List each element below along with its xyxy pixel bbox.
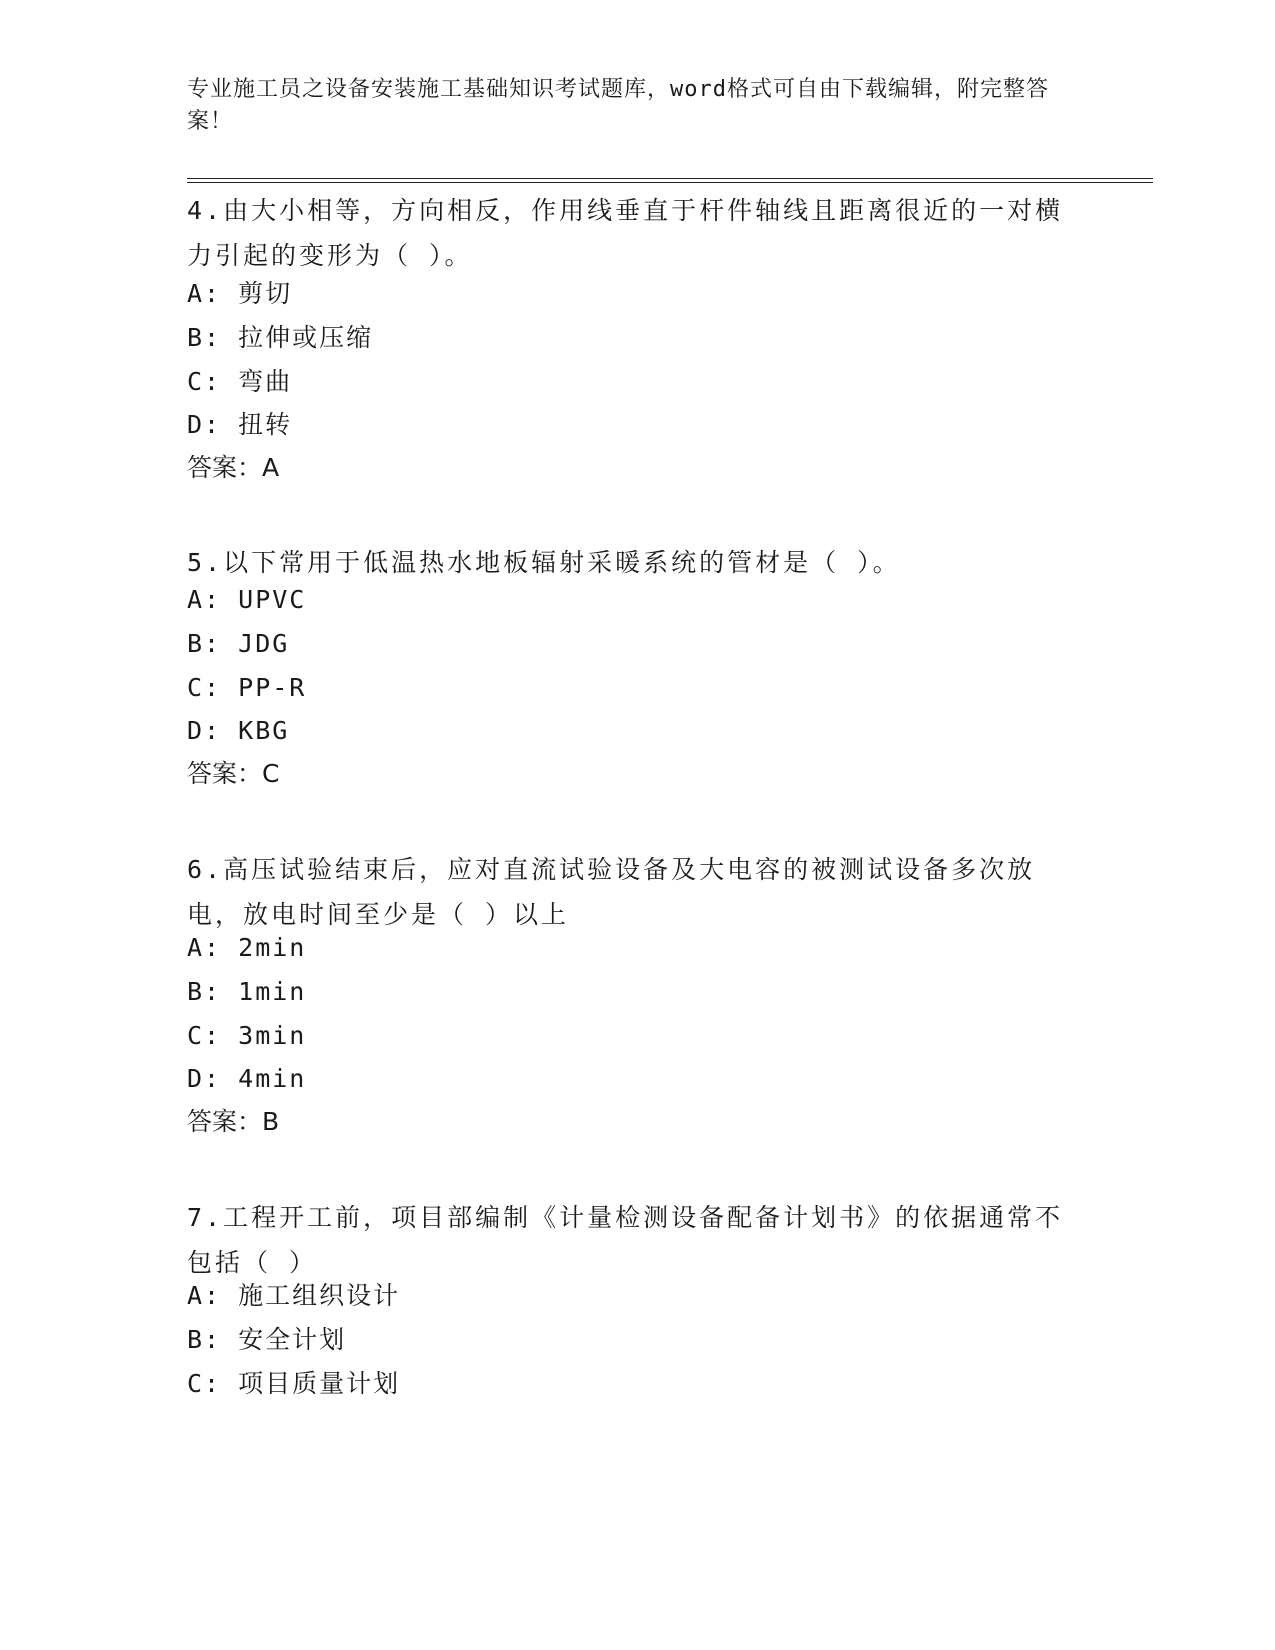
question-5-option-c: C: PP-R <box>187 673 307 702</box>
question-4-option-a: A: 剪切 <box>187 279 293 308</box>
question-6-option-b: B: 1min <box>187 977 307 1006</box>
document-header: 专业施工员之设备安装施工基础知识考试题库，word格式可自由下载编辑，附完整答案！ <box>187 77 1049 134</box>
header-double-rule <box>187 178 1153 183</box>
question-4-option-d: D: 扭转 <box>187 410 293 439</box>
question-5-option-d: D: KBG <box>187 716 290 745</box>
question-4-answer: 答案：A <box>187 453 280 482</box>
question-7-text: 7.工程开工前，项目部编制《计量检测设备配备计划书》的依据通常不包括（ ） <box>187 1203 1064 1277</box>
question-5-option-a: A: UPVC <box>187 585 307 614</box>
question-6-option-a: A: 2min <box>187 933 307 962</box>
question-4-option-c: C: 弯曲 <box>187 367 293 396</box>
question-5-answer: 答案：C <box>187 759 280 788</box>
question-5-option-b: B: JDG <box>187 629 290 658</box>
question-6-option-d: D: 4min <box>187 1064 307 1093</box>
question-7-option-c: C: 项目质量计划 <box>187 1369 401 1398</box>
question-4-option-b: B: 拉伸或压缩 <box>187 323 374 352</box>
question-7-option-b: B: 安全计划 <box>187 1325 347 1354</box>
question-6-answer: 答案：B <box>187 1107 280 1136</box>
question-6-option-c: C: 3min <box>187 1021 307 1050</box>
question-5-text: 5.以下常用于低温热水地板辐射采暖系统的管材是（ ）。 <box>187 548 901 577</box>
question-6-text: 6.高压试验结束后，应对直流试验设备及大电容的被测试设备多次放电，放电时间至少是（ ）以上 <box>187 855 1036 929</box>
question-4-text: 4.由大小相等，方向相反，作用线垂直于杆件轴线且距离很近的一对横力引起的变形为（ ）。 <box>187 196 1064 270</box>
question-7-option-a: A: 施工组织设计 <box>187 1281 401 1310</box>
